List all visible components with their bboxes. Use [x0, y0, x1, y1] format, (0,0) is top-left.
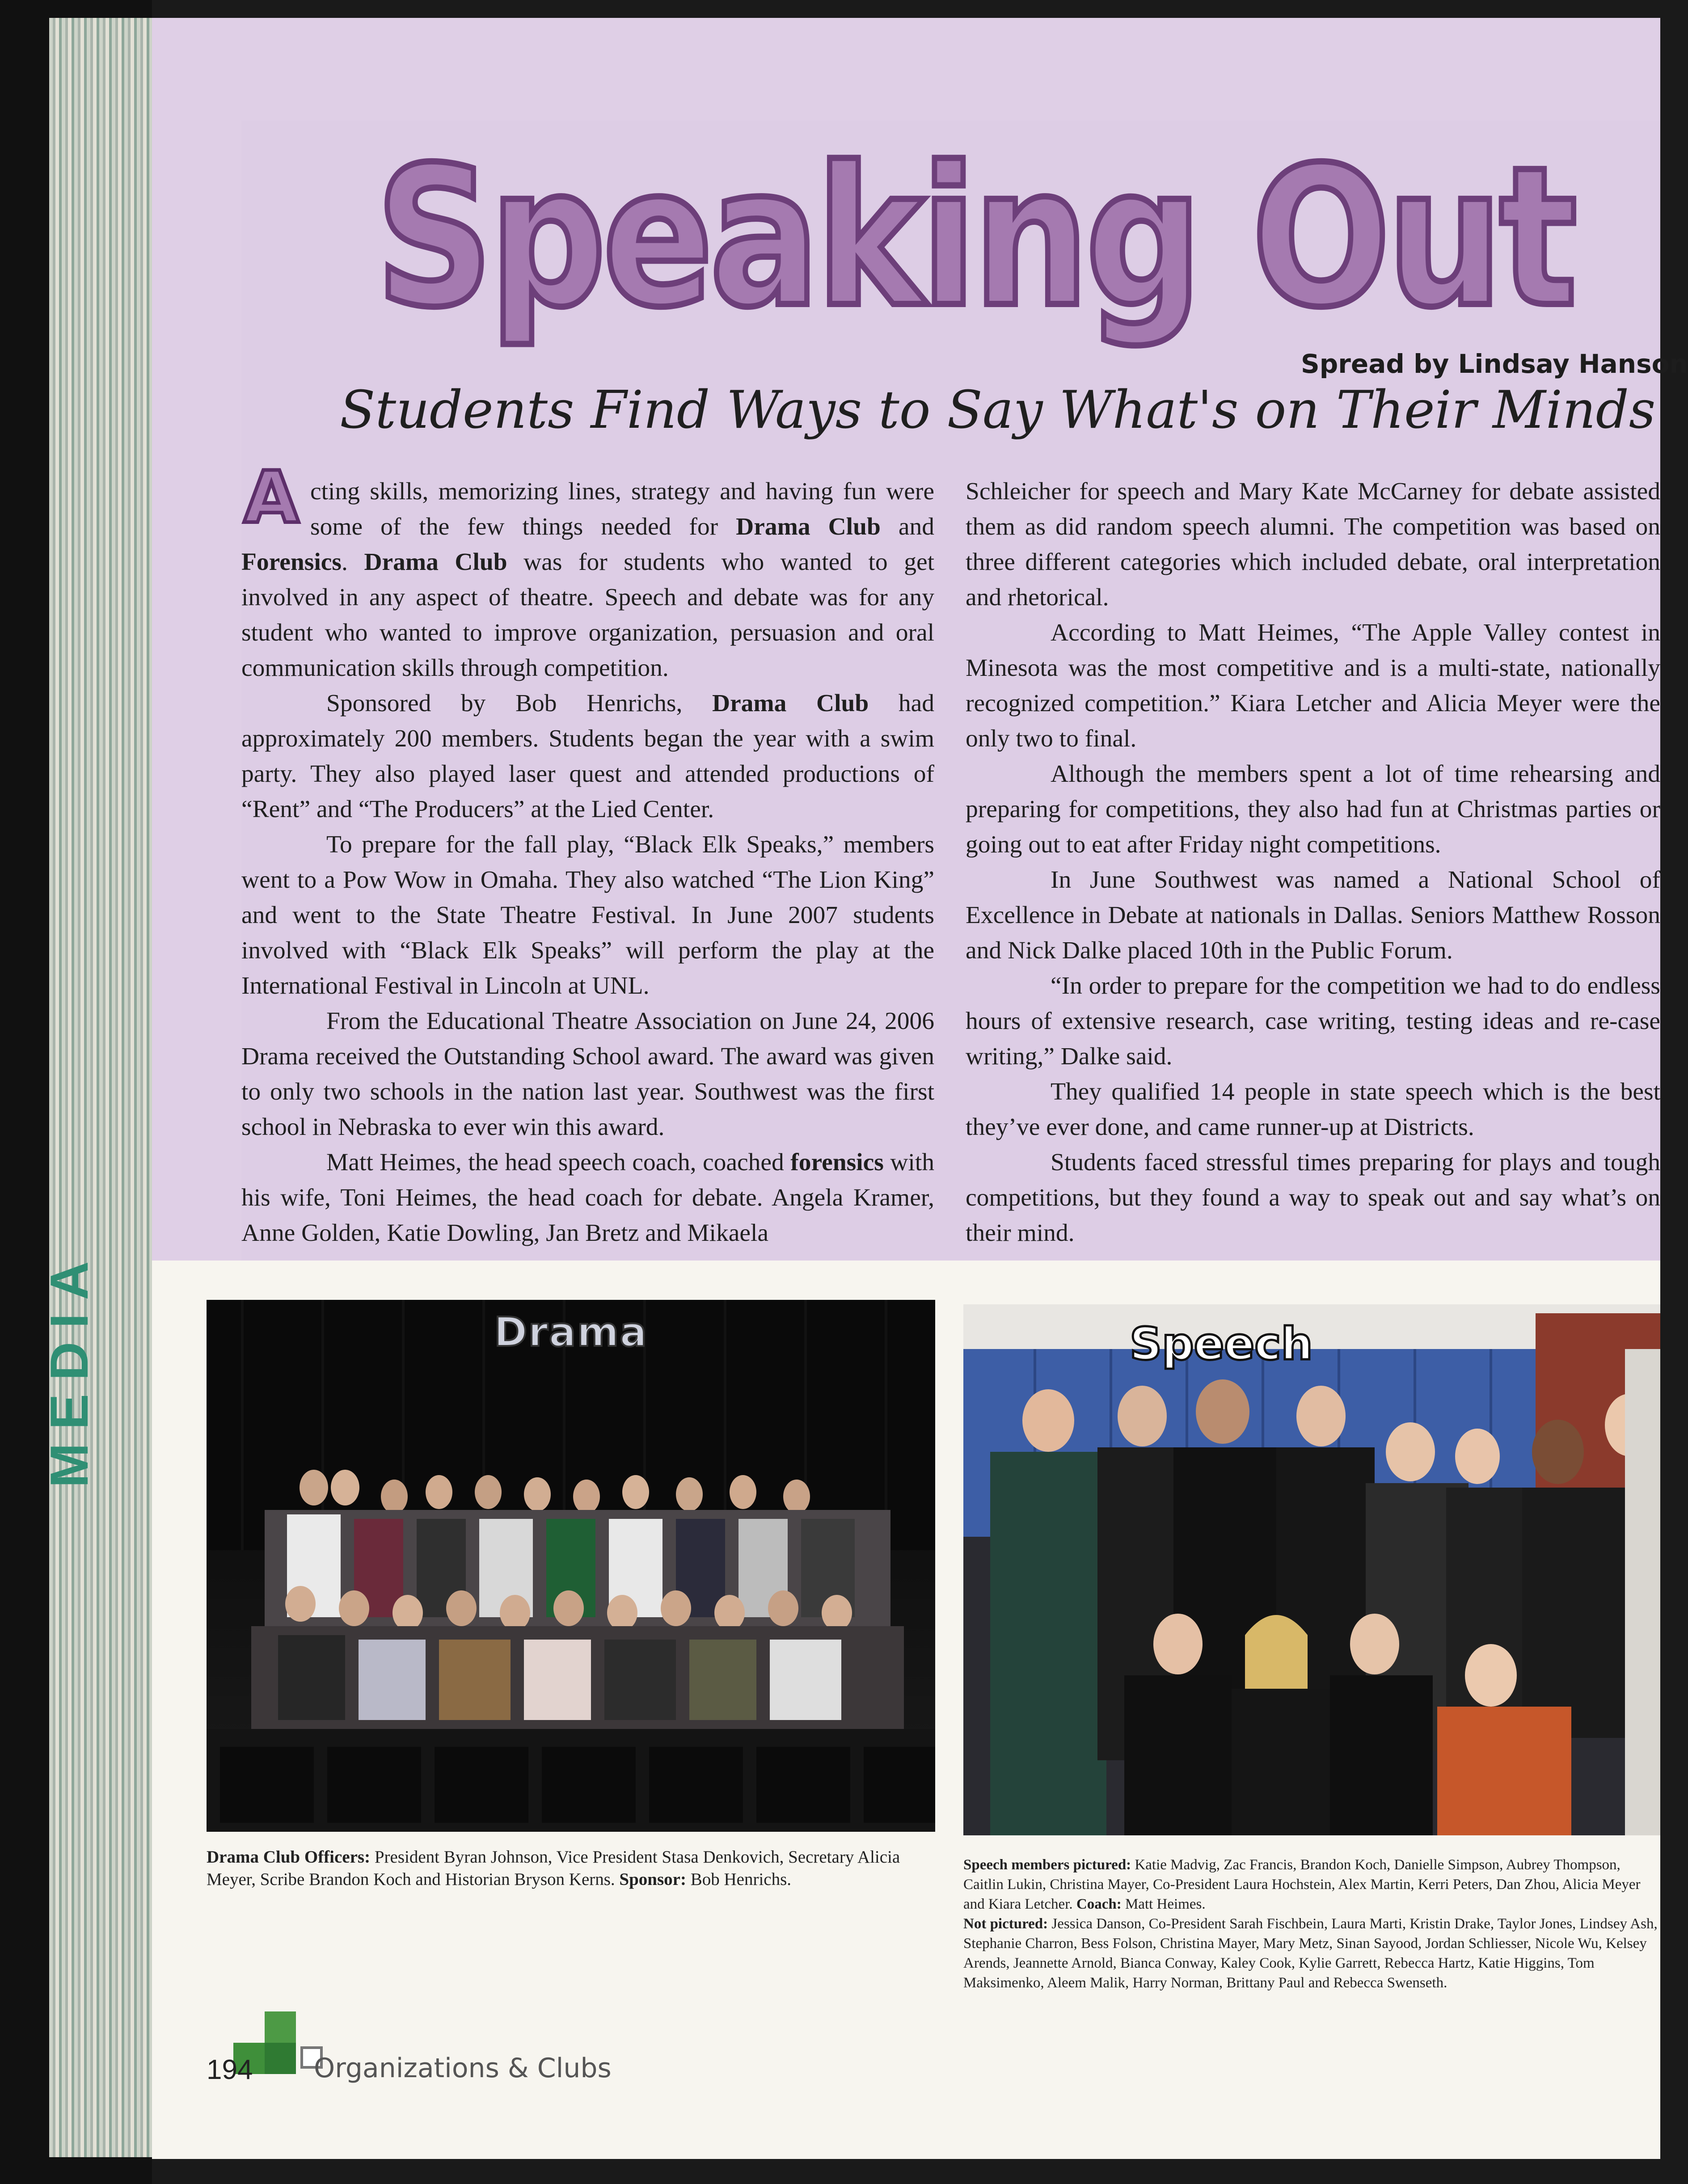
article-paragraph: From the Educational Theatre Association on June 24, 2006 Drama received the Outstanding School award. The award was given to only two schools in the nation last year. Southwest was the first school in Nebraska to ever win this award. [241, 1008, 934, 1141]
article-paragraph: In June Southwest was named a National School of Excellence in Debate at nationals in Dallas. Seniors Matthew Rosson and Nick Dalke placed 10th in the Public Forum. [966, 866, 1660, 964]
page-stack-edge [49, 18, 152, 2157]
article-column-right [966, 474, 1660, 1261]
speech-group-photo [963, 1304, 1660, 1835]
speech-photo-caption: Speech members pictured: Katie Madvig, Zac Francis, Brandon Koch, Danielle Simpson, Aubrey Thompson, Caitlin Lukin, Christina Mayer, Co-President Laura Hochstein, Alex Martin, Kerri Peters, Dan Zhou, Alicia Meyer and Kiara Letcher. Coach: Matt Heimes. Not pictured: Jessica Danson, Co-President Sarah Fischbein, Laura Marti, Kristin Drake, Taylor Jones, Lindsey Ash, Stephanie Charron, Bess Folson, Christina Mayer, Mary Metz, Sinan Sayood, Jordan Schliesser, Nicole Wu, Kelsey Arends, Jeannette Arnold, Bianca Conway, Kaley Cook, Kylie Garrett, Rebecca Hartz, Katie Higgins, Tom Maksimenko, Aleem Malik, Harry Norman, Brittany Paul and Rebecca Swenseth. [963, 1857, 1658, 1991]
article-paragraph: Sponsored by Bob Henrichs, Drama Club had approximately 200 members. Students began the year with a swim party. They also played laser quest and attended productions of “Rent” and “The Producers” at the Lied Center. [241, 690, 934, 823]
page-title-text: Speaking Out [376, 126, 1576, 350]
drama-photo-title: Drama [494, 1309, 648, 1356]
article-paragraph: Students faced stressful times preparing for plays and tough competitions, but they found a way to speak out and say what’s on their mind. [966, 1149, 1660, 1247]
drama-photo-illustration [207, 1300, 935, 1832]
subtitle: Students Find Ways to Say What's on Their Minds [340, 380, 1656, 440]
speech-photo-title: Speech [1129, 1318, 1313, 1370]
speech-photo-illustration [963, 1304, 1660, 1835]
section-name: Organizations & Clubs [314, 2053, 612, 2084]
article-paragraph: According to Matt Heimes, “The Apple Valley contest in Minesota was the most competitive and is a multi-state, nationally recognized competition.” Kiara Letcher and Alicia Meyer were the only two to final. [966, 619, 1660, 752]
page-title [367, 125, 1582, 375]
page-number: 194 [207, 2054, 253, 2085]
drama-photo-caption: Drama Club Officers: President Byran Johnson, Vice President Stasa Denkovich, Secretary Alicia Meyer, Scribe Brandon Koch and Historian Bryson Kerns. Sponsor: Bob Henrichs. [207, 1847, 900, 1889]
article-paragraph: They qualified 14 people in state speech which is the best they’ve ever done, and came runner-up at Districts. [966, 1078, 1660, 1141]
article-paragraph: “In order to prepare for the competition we had to do endless hours of extensive research, case writing, testing ideas and re-case writing,” Dalke said. [966, 972, 1660, 1070]
article-paragraph: Although the members spent a lot of time rehearsing and preparing for competitions, they also had fun at Christmas parties or going out to eat after Friday night competitions. [966, 760, 1660, 858]
drop-cap-letter: A [244, 455, 299, 539]
article-paragraph: To prepare for the fall play, “Black Elk Speaks,” members went to a Pow Wow in Omaha. They also watched “The Lion King” and went to the State Theatre Festival. In June 2007 students involved with “Black Elk Speaks” will perform the play at the International Festival in Lincoln at UNL. [241, 831, 934, 999]
article-column-left [241, 455, 935, 1261]
page-footer [207, 2011, 654, 2085]
article-paragraph: cting skills, memorizing lines, strategy and having fun were some of the few things needed for Drama Club and Forensics. Drama Club was for students who wanted to get involved in any aspect of theatre. Speech and debate was for any student who wanted to improve organization, persuasion and oral communication skills through competition. [241, 478, 935, 682]
drop-cap [238, 455, 305, 539]
byline: Spread by Lindsay Hanson [1301, 349, 1688, 379]
article-paragraph: Schleicher for speech and Mary Kate McCarney for debate assisted them as did random speech alumni. The competition was based on three different categories which included debate, oral interpretation and rhetorical. [966, 478, 1660, 611]
spine-section-label: MEDIA [39, 1248, 99, 1488]
drama-group-photo [207, 1300, 935, 1832]
article-paragraph: Matt Heimes, the head speech coach, coached forensics with his wife, Toni Heimes, the head coach for debate. Angela Kramer, Anne Golden, Katie Dowling, Jan Bretz and Mikaela [241, 1149, 934, 1247]
